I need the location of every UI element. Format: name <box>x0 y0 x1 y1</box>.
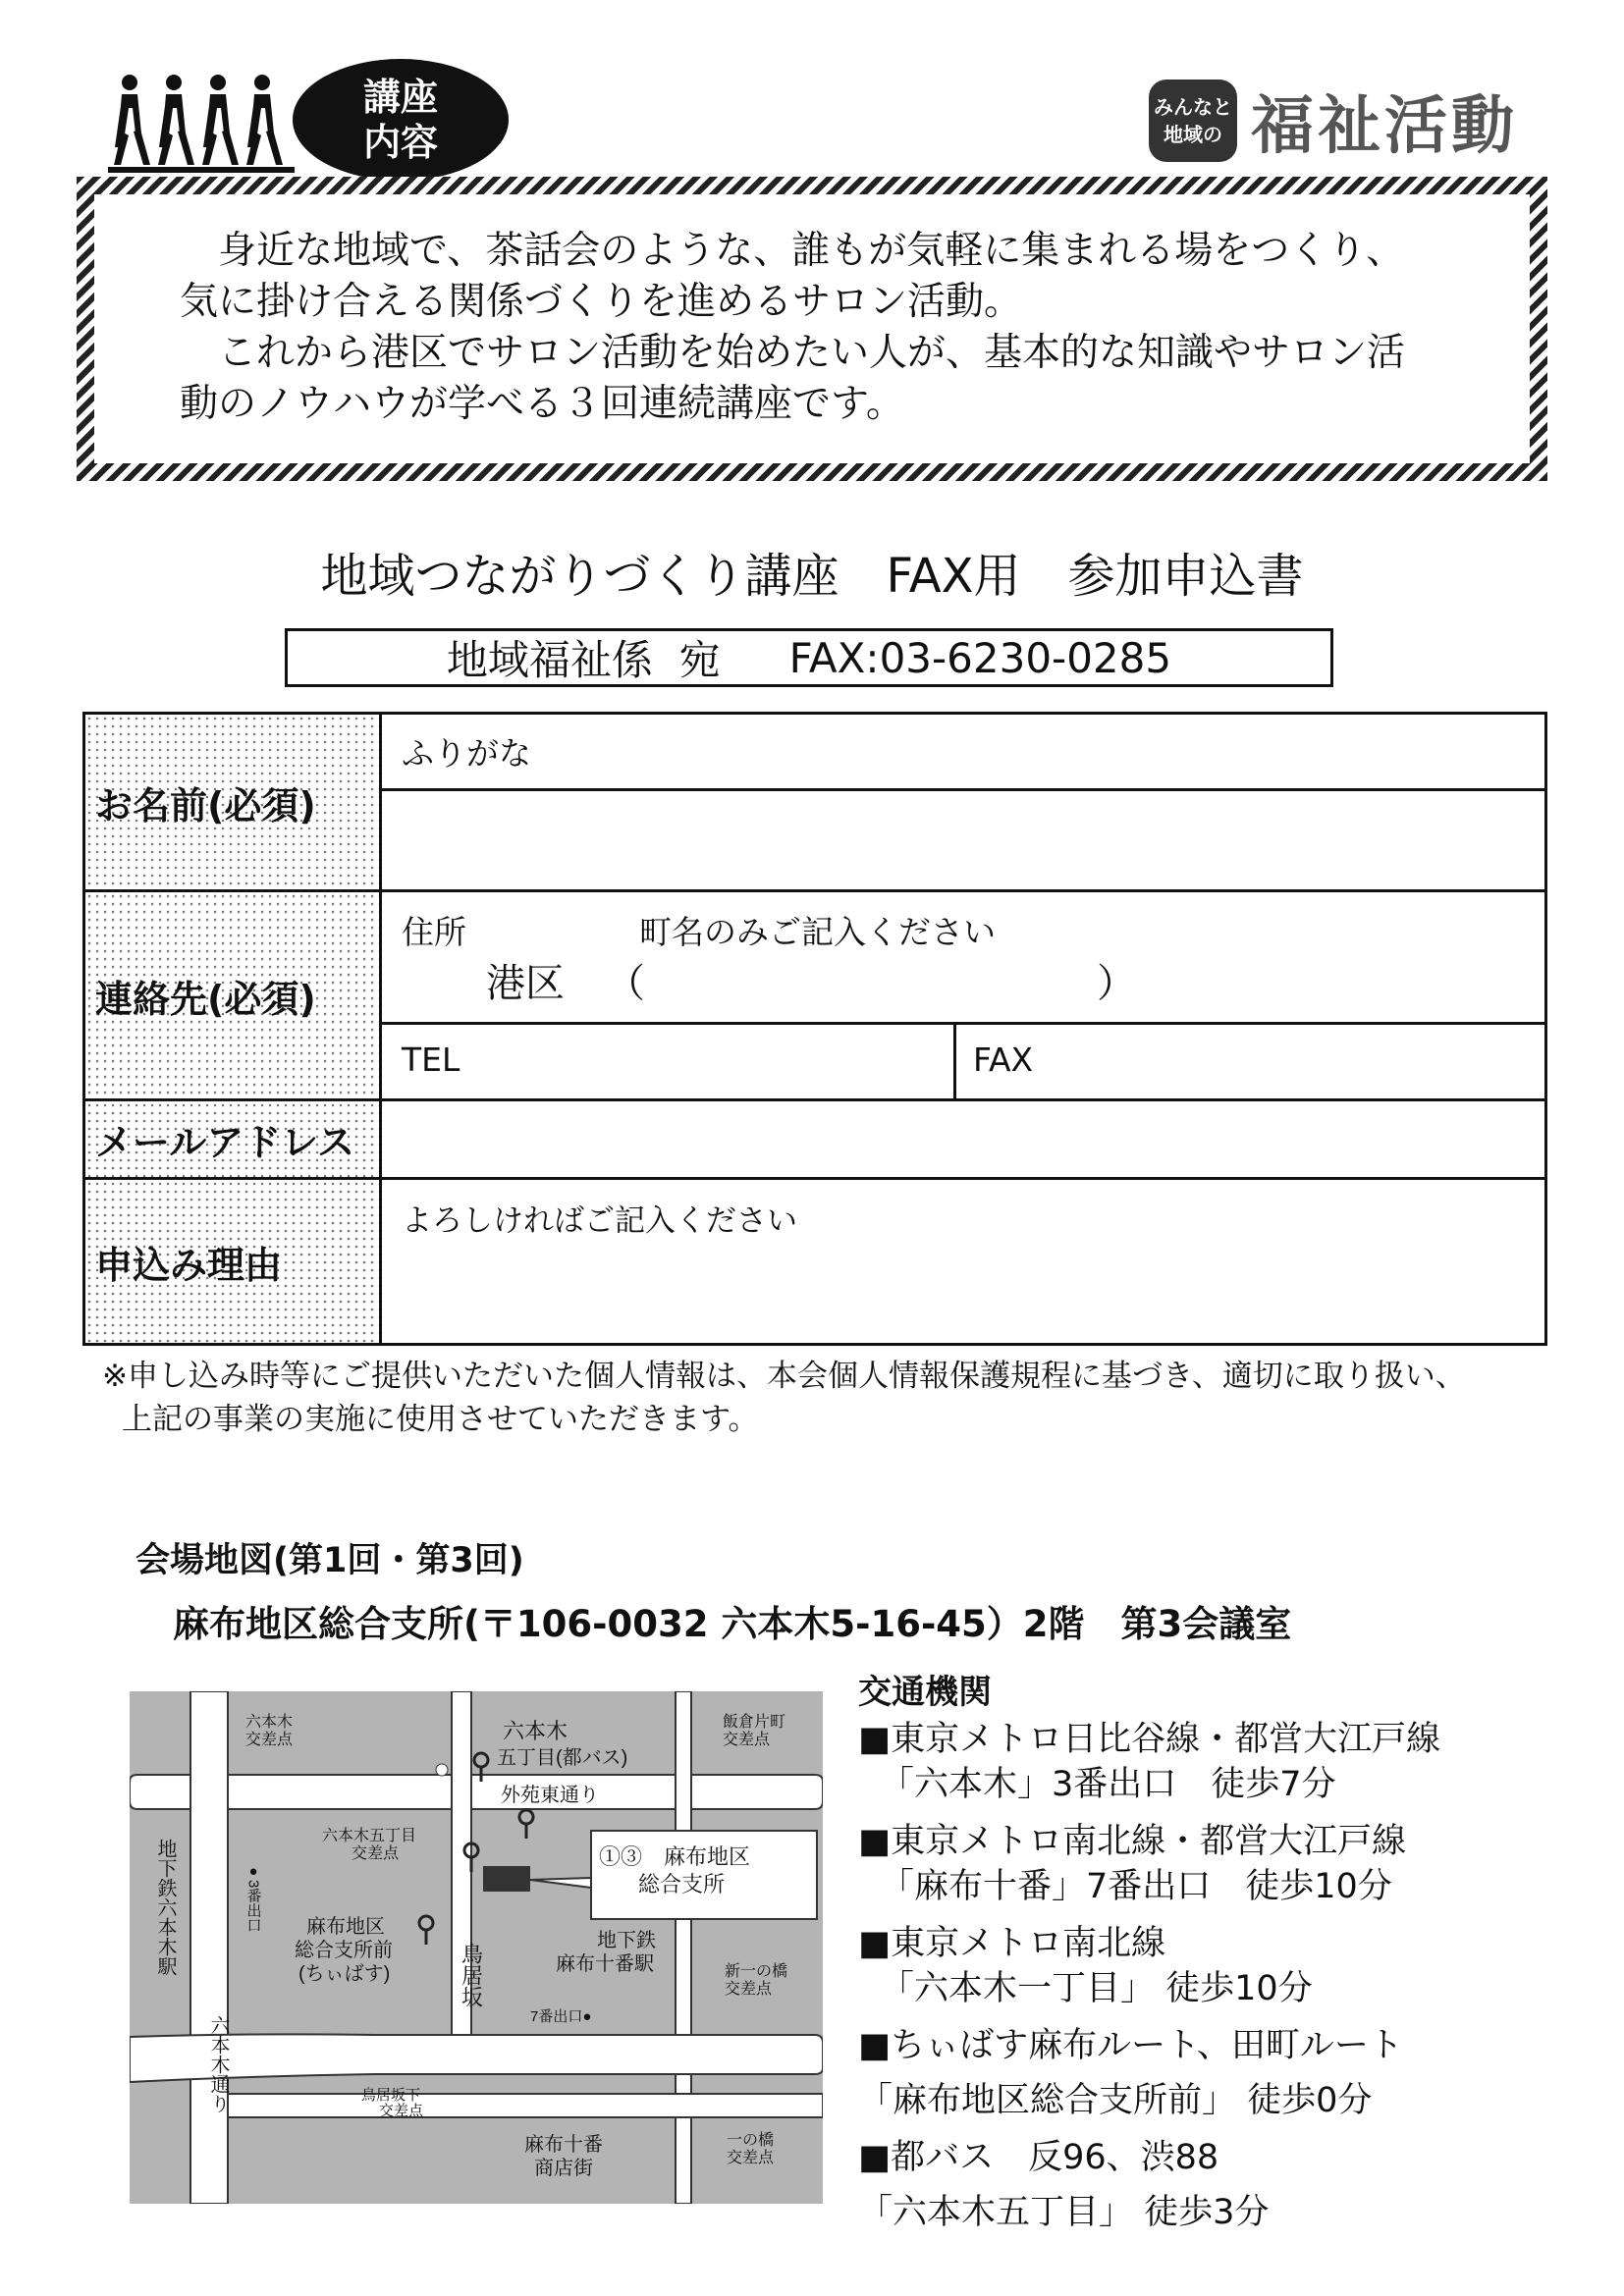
fax-label: FAX <box>973 1041 1034 1079</box>
transport-item: ■ちぃばす麻布ルート、田町ルート 「麻布地区総合支所前」 徒歩0分 <box>858 2026 1403 2120</box>
map-label: 飯倉片町交差点 <box>723 1714 786 1748</box>
brand-badge-line-1: みんなと <box>1154 95 1232 119</box>
map-label: 六本木五丁目(都バス) <box>497 1719 628 1769</box>
map-label: 鳥居坂 <box>459 1943 484 2007</box>
brand-text: 福祉活動 <box>1251 89 1518 163</box>
notice-line: 上記の事業の実施に使用させていただきます。 <box>122 1402 759 1437</box>
notice-line: ※申し込み時等にご提供いただいた個人情報は、本会個人情報保護規程に基づき、適切に取り扱い、 <box>102 1359 1466 1394</box>
tel-input[interactable] <box>478 1025 949 1098</box>
name-header: お名前(必須) <box>85 715 382 889</box>
map-label: 地下鉄麻布十番駅 <box>556 1930 656 1975</box>
town-input[interactable] <box>665 950 1087 1005</box>
form-title: 地域つながりづくり講座 FAX用 参加申込書 <box>320 549 1304 604</box>
venue-map <box>130 1691 823 2204</box>
course-content-label <box>293 59 509 181</box>
intro-line: これから港区でサロン活動を始めたい人が、基本的な知識やサロン活 <box>218 331 1406 375</box>
reason-hint: よろしければご記入ください <box>402 1203 797 1239</box>
email-header: メールアドレス <box>85 1101 382 1177</box>
map-label: 六本木交差点 <box>245 1714 294 1748</box>
brand-badge-line-2: 地域の <box>1164 123 1222 146</box>
brand-badge <box>1149 80 1237 162</box>
map-label: 六本木通り <box>207 2015 229 2113</box>
map-label: 一の橋交差点 <box>727 2132 775 2166</box>
paren-open: （ <box>606 961 645 1006</box>
transport-title: 交通機関 <box>858 1673 992 1712</box>
walking-people-icon <box>108 69 295 187</box>
contact-header: 連絡先(必須) <box>85 892 382 1098</box>
address-hint: 町名のみご記入ください <box>639 913 996 951</box>
venue-building-icon <box>483 1866 530 1892</box>
privacy-notice <box>102 1355 1575 1441</box>
intro-line: 身近な地域で、茶話会のような、誰もが気軽に集まれる場をつくり、 <box>218 229 1405 273</box>
map-label: 地下鉄六本木駅 <box>154 1839 176 1976</box>
label-line-2: 内容 <box>362 121 438 164</box>
map-label: 外苑東通り <box>501 1785 599 1806</box>
fax-destination <box>285 628 1333 687</box>
reason-header: 申込み理由 <box>85 1180 382 1343</box>
transport-info <box>858 1665 1585 2247</box>
map-label: ●3番出口 <box>244 1863 262 1933</box>
map-label: 7番出口● <box>530 2008 592 2025</box>
map-label: 新一の橋交差点 <box>725 1963 788 1998</box>
map-label: 麻布地区総合支所前(ちぃばす) <box>295 1916 393 1985</box>
transport-item: ■東京メトロ日比谷線・都営大江戸線 「六本木」3番出口 徒歩7分 <box>858 1720 1441 1804</box>
email-input[interactable] <box>385 1101 1547 1177</box>
brand-logo <box>1149 77 1518 165</box>
name-input[interactable] <box>385 791 1547 889</box>
tel-label: TEL <box>402 1041 460 1079</box>
furigana-label: ふりがな <box>402 734 531 773</box>
map-label: 六本木五丁目交差点 <box>322 1828 417 1862</box>
fax-to: 地域福祉係 宛 <box>446 636 721 684</box>
map-label: 鳥居坂下交差点 <box>361 2087 424 2119</box>
paren-close: ） <box>1097 961 1136 1006</box>
map-label: ①③ 麻布地区総合支所 <box>599 1844 751 1896</box>
address-label: 住所 <box>402 913 466 951</box>
venue-title: 会場地図(第1回・第3回) <box>135 1541 524 1580</box>
map-label: 麻布十番商店街 <box>524 2134 603 2179</box>
transport-item: ■都バス 反96、渋88 「六本木五丁目」 徒歩3分 <box>858 2138 1270 2232</box>
fax-number: FAX:03-6230-0285 <box>788 633 1172 682</box>
ward-label: 港区 <box>486 961 565 1006</box>
intro-box <box>77 177 1547 481</box>
transport-item: ■東京メトロ南北線・都営大江戸線 「麻布十番」7番出口 徒歩10分 <box>858 1822 1407 1906</box>
reason-input[interactable] <box>385 1245 1547 1343</box>
application-form-table <box>82 712 1547 1346</box>
intro-line: 動のノウハウが学べる３回連続講座です。 <box>180 382 904 426</box>
transport-item: ■東京メトロ南北線 「六本木一丁目」 徒歩10分 <box>858 1924 1313 2008</box>
venue-address: 麻布地区総合支所(〒106-0032 六本木5-16-45）2階 第3会議室 <box>173 1603 1292 1645</box>
intro-line: 気に掛け合える関係づくりを進めるサロン活動。 <box>180 280 1023 324</box>
label-line-1: 講座 <box>362 76 438 119</box>
fax-input[interactable] <box>1057 1025 1543 1098</box>
intro-text <box>180 226 1486 430</box>
